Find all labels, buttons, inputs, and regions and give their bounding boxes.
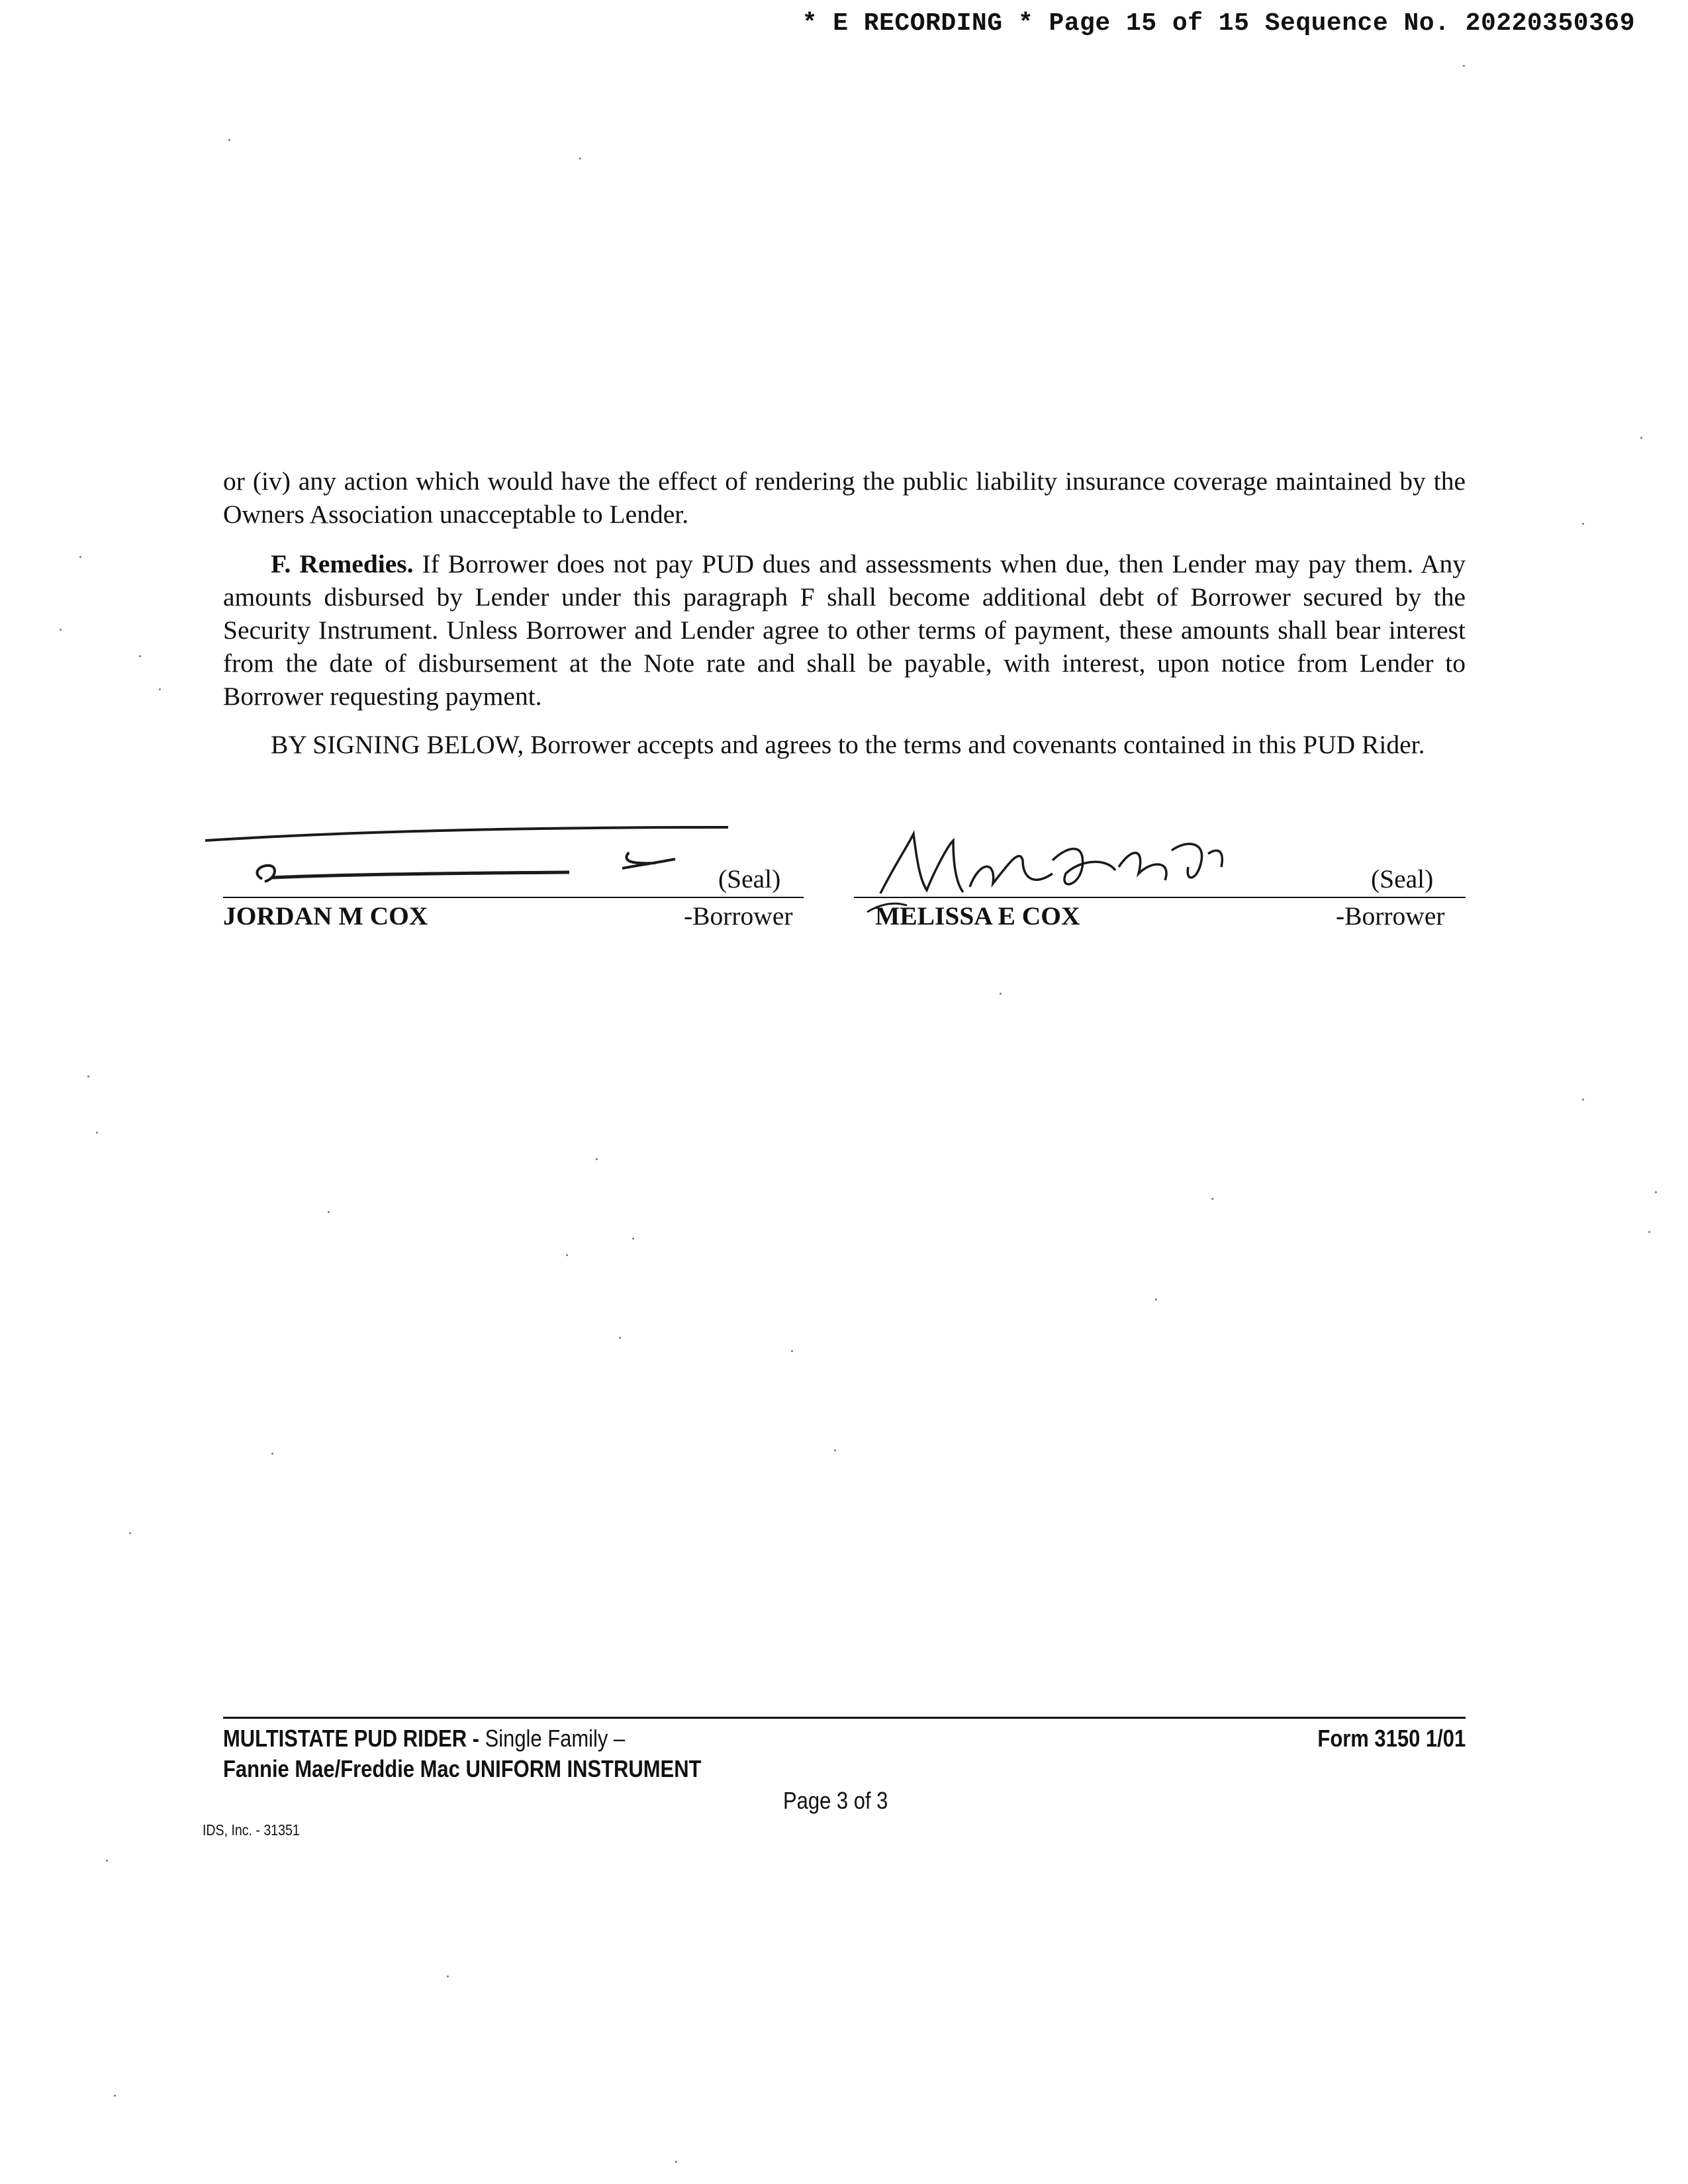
footer-page-label: Page 3 of 3 [783, 1787, 888, 1814]
paragraph-continuation: or (iv) any action which would have the effect of rendering the public liability insurance coverage maintained by the Owners Association unacceptable to Lender. [223, 467, 1466, 529]
scan-speck [1655, 1191, 1657, 1193]
signer-name-jordan: JORDAN M COX [223, 901, 428, 931]
scan-speck [1463, 65, 1465, 67]
scan-speck [579, 158, 581, 159]
signature-jordan-handwriting [199, 813, 741, 892]
scan-speck [1155, 1298, 1157, 1300]
scan-speck [1582, 1099, 1584, 1101]
paragraph-signing-statement: BY SIGNING BELOW, Borrower accepts and agrees to the terms and covenants contained in this PUD Rider. [271, 730, 1425, 759]
footer-vendor-code: IDS, Inc. - 31351 [203, 1821, 300, 1839]
signature-line-jordan [223, 897, 804, 898]
scan-speck [1640, 437, 1642, 439]
scan-speck [228, 139, 230, 141]
scan-speck [96, 1132, 98, 1134]
scan-speck [447, 1976, 449, 1978]
footer-title-bold: MULTISTATE PUD RIDER - [223, 1725, 479, 1752]
recording-header: * E RECORDING * Page 15 of 15 Sequence No. 20220350369 [802, 9, 1635, 38]
scan-speck [79, 556, 81, 558]
scan-speck [566, 1254, 568, 1256]
scan-speck [619, 1337, 621, 1339]
scan-speck [87, 1075, 89, 1077]
scan-speck [1648, 1231, 1650, 1233]
scan-speck [675, 2161, 677, 2163]
signer-name-melissa: MELISSA E COX [875, 901, 1080, 931]
scan-speck [114, 2095, 116, 2097]
scan-speck [596, 1158, 598, 1160]
footer-title [223, 1725, 625, 1752]
role-label-melissa: -Borrower [1336, 901, 1445, 931]
seal-label-jordan: (Seal) [718, 864, 781, 893]
scan-speck [129, 1532, 131, 1534]
scan-speck [159, 688, 161, 690]
scan-speck [1211, 1198, 1213, 1200]
scan-speck [271, 1453, 273, 1455]
footer-title-regular: Single Family – [479, 1725, 626, 1752]
seal-label-melissa: (Seal) [1371, 864, 1434, 893]
signature-line-melissa [854, 897, 1466, 898]
footer-rule [223, 1717, 1466, 1719]
scan-speck [834, 1449, 836, 1451]
scan-speck [1000, 993, 1002, 995]
scan-speck [106, 1860, 108, 1862]
scan-speck [632, 1238, 634, 1240]
footer-subtitle: Fannie Mae/Freddie Mac UNIFORM INSTRUMENT [223, 1755, 702, 1782]
scan-speck [139, 655, 141, 657]
footer-form-number: Form 3150 1/01 [1317, 1725, 1466, 1752]
paragraph-remedies [223, 547, 1466, 713]
role-label-jordan: -Borrower [684, 901, 793, 931]
scan-speck [328, 1211, 330, 1213]
remedies-heading: F. Remedies. [271, 549, 414, 578]
scan-speck [1582, 523, 1584, 525]
scan-speck [60, 629, 62, 631]
remedies-body: If Borrower does not pay PUD dues and assessments when due, then Lender may pay them. Any amounts disbursed by Lender under this paragraph F shall become additional debt of Borrower secured by the Security Instrument. Unless Borrower and Lender agree to other terms of payment, these amounts shall bear interest from the date of disbursement at the Note rate and shall be payable, with interest, upon notice from Lender to Borrower requesting payment. [223, 549, 1466, 711]
scan-speck [791, 1350, 793, 1352]
